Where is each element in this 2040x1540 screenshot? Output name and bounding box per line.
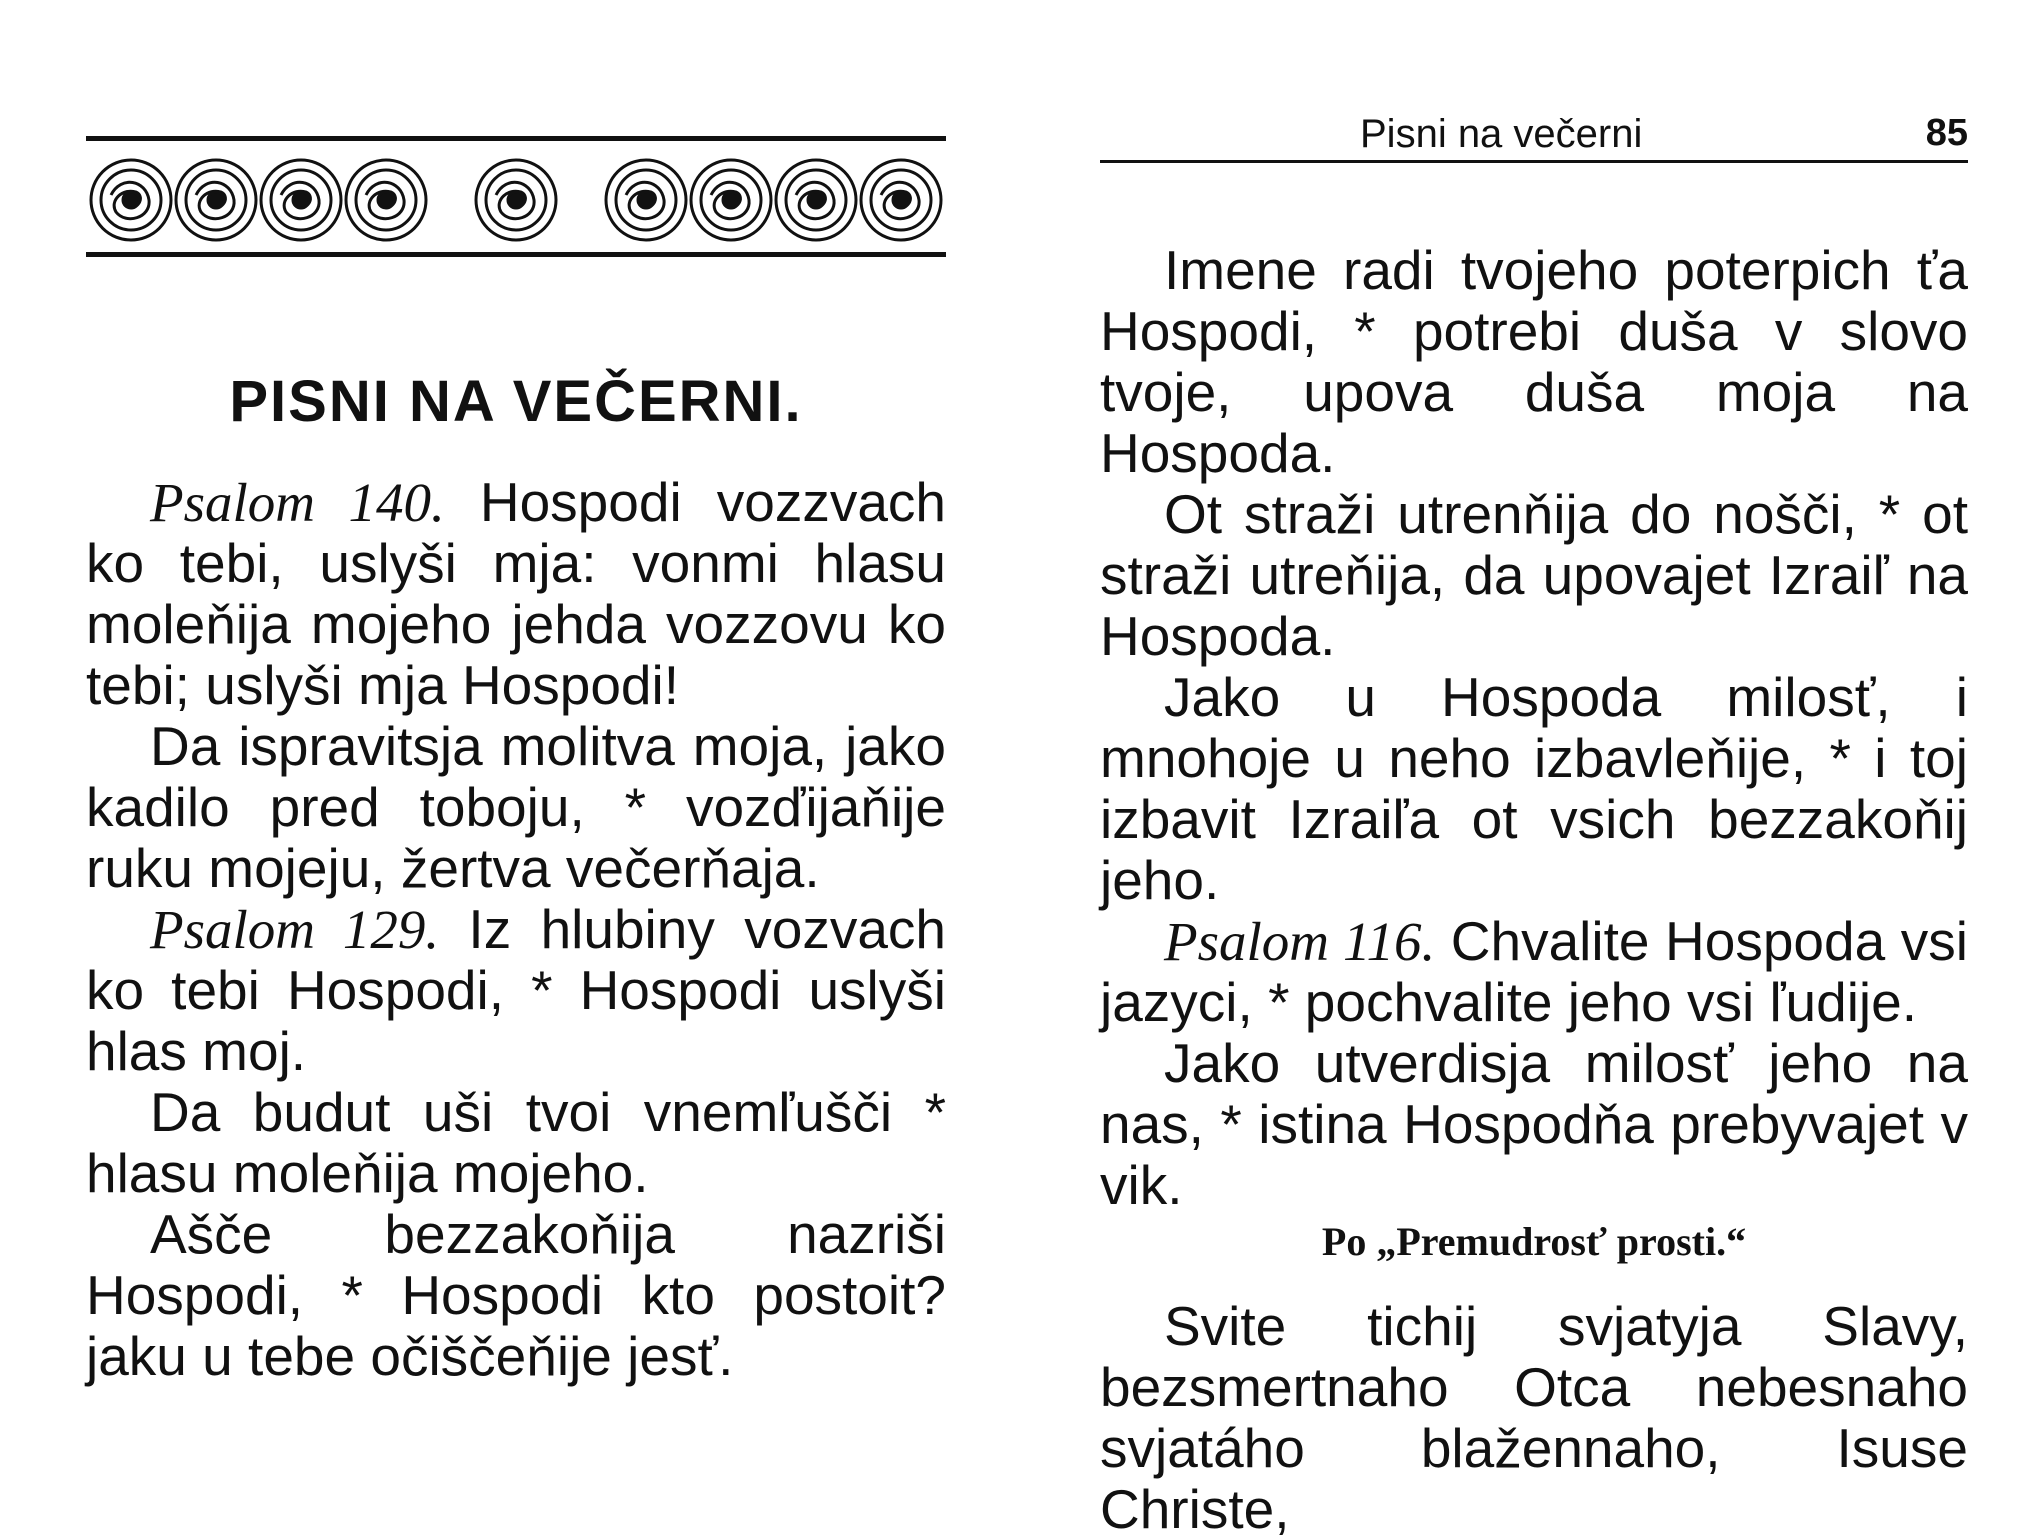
paragraph	[86, 1204, 946, 1387]
paragraph	[1100, 240, 1968, 484]
paragraph	[86, 472, 946, 716]
rose-ornament-icon	[86, 150, 946, 250]
page-number: 85	[1925, 112, 1968, 154]
paragraph-text: Iz hlubiny vozvach ko tebi Hospodi, * Hospodi uslyši hlas moj.	[86, 898, 946, 1082]
paragraph-text: Jako utverdisja milosť jeho na nas, * istina Hospodňa prebyvajet v vik.	[1100, 1032, 1968, 1216]
paragraph	[1100, 911, 1968, 1033]
paragraph-text: Da ispravitsja molitva moja, jako kadilo pred toboju, * vozďijaňije ruku mojeju, žertva večerňaja.	[86, 715, 946, 899]
paragraph	[86, 1082, 946, 1204]
paragraph-text: Chvalite Hospoda vsi jazyci, * pochvalite jeho vsi ľudije.	[1100, 910, 1968, 1033]
paragraph-text: Svite tichij svjatyja Slavy, bezsmertnaho Otca nebesnaho svjatáho blažennaho, Isuse Christe,	[1100, 1295, 1968, 1540]
running-head	[1100, 112, 1968, 163]
paragraph	[1100, 1033, 1968, 1216]
left-body-text	[86, 472, 946, 1387]
paragraph-text: Hospodi vozzvach ko tebi, uslyši mja: vonmi hlasu moleňija mojeho jehda vozzovu ko tebi; uslyši mja Hospodi!	[86, 471, 946, 716]
psalm-label: Psalom 116.	[1164, 911, 1436, 972]
chapter-title: PISNI NA VEČERNI.	[229, 369, 803, 434]
ornament-rule-top	[86, 136, 946, 141]
section-subheading: Po „Premudrosť prosti.“	[1321, 1219, 1747, 1264]
paragraph	[86, 899, 946, 1082]
running-head-title: Pisni na večerni	[1360, 112, 1643, 156]
psalm-label: Psalom 129.	[150, 899, 440, 960]
paragraph	[1100, 484, 1968, 667]
ornament-rule-bottom	[86, 252, 946, 257]
paragraph-text: Ot straži utrenňija do nošči, * ot straži utreňija, da upovajet Izraiľ na Hospoda.	[1100, 483, 1968, 667]
paragraph	[1100, 667, 1968, 911]
paragraph-text: Ašče bezzakoňija nazriši Hospodi, * Hospodi kto postoit? jaku u tebe očiščeňije jesť.	[86, 1203, 946, 1387]
paragraph-text: Imene radi tvojeho poterpich ťa Hospodi, * potrebi duša v slovo tvoje, upova duša moja na Hospoda.	[1100, 239, 1968, 484]
right-body-text-2	[1100, 1296, 1968, 1540]
paragraph-text: Da budut uši tvoi vnemľušči * hlasu moleňija mojeho.	[86, 1081, 946, 1204]
rose-ornament-band	[86, 132, 946, 264]
psalm-label: Psalom 140.	[150, 472, 445, 533]
paragraph	[86, 716, 946, 899]
paragraph	[1100, 1296, 1968, 1540]
paragraph-text: Jako u Hospoda milosť, i mnohoje u neho izbavleňije, * i toj izbavit Izraiľa ot vsich bezzakoňij jeho.	[1100, 666, 1968, 911]
right-body-text	[1100, 240, 1968, 1216]
